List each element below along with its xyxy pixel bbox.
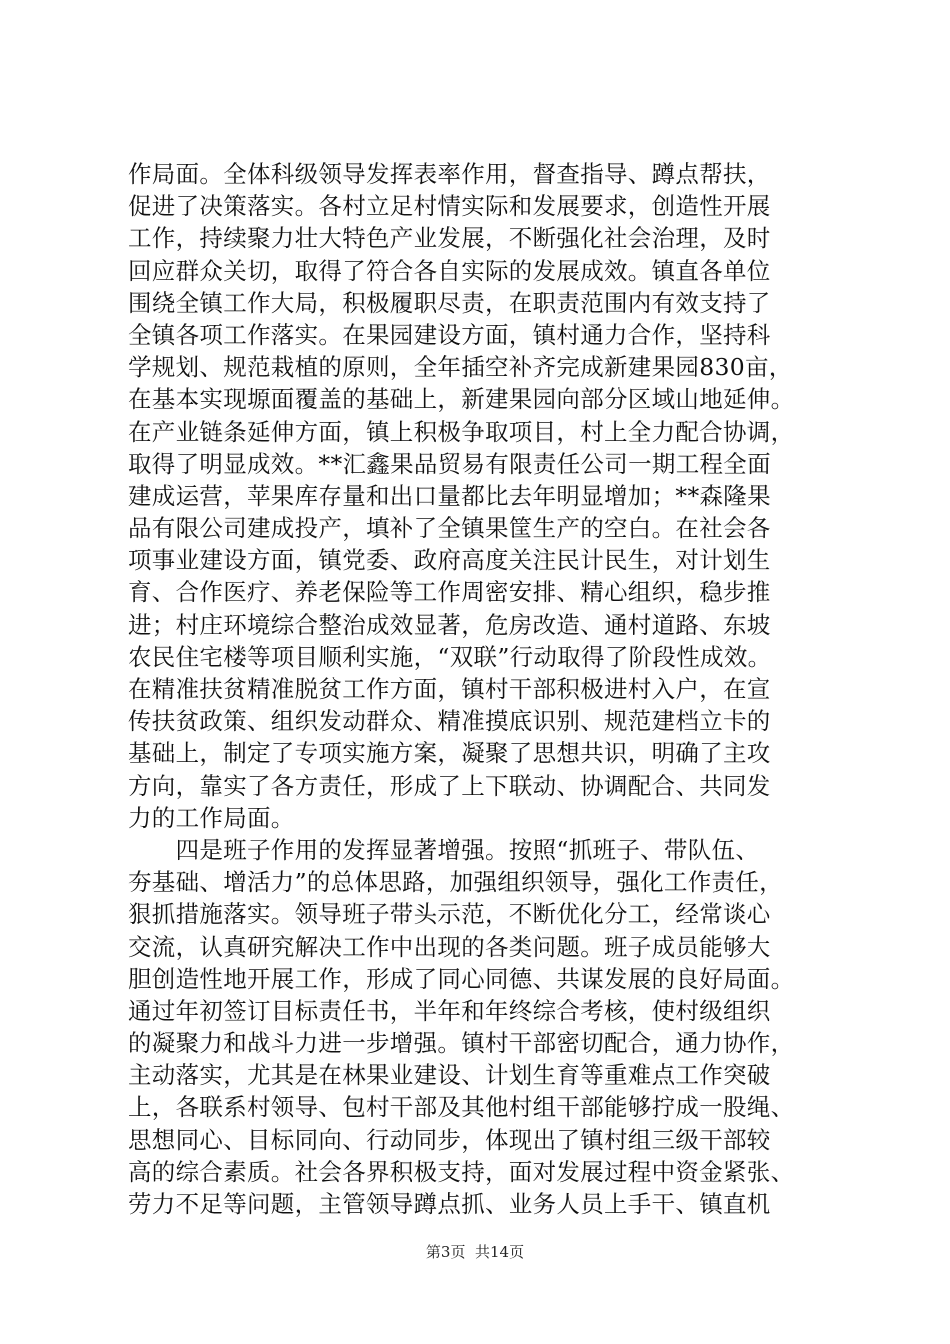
text-line: 围绕全镇工作大局，积极履职尽责，在职责范围内有效支持了: [128, 288, 771, 317]
text-line: 思想同心、目标同向、行动同步，体现出了镇村组三级干部较: [128, 1125, 771, 1154]
text-line: 促进了决策落实。各村立足村情实际和发展要求，创造性开展: [128, 192, 771, 221]
text-line: 的凝聚力和战斗力进一步增强。镇村干部密切配合，通力协作，: [128, 1029, 795, 1058]
text-line: 夯基础、增活力”的总体思路，加强组织领导，强化工作责任，: [128, 868, 783, 897]
text-line: 上，各联系村领导、包村干部及其他村组干部能够拧成一股绳、: [128, 1093, 795, 1122]
text-line: 品有限公司建成投产，填补了全镇果筐生产的空白。在社会各: [128, 514, 771, 543]
text-line: 在基本实现塬面覆盖的基础上，新建果园向部分区域山地延伸。: [128, 385, 795, 414]
text-line: 育、合作医疗、养老保险等工作周密安排、精心组织，稳步推: [128, 578, 771, 607]
text-line: 全镇各项工作落实。在果园建设方面，镇村通力合作，坚持科: [128, 320, 771, 349]
text-line: 劳力不足等问题，主管领导蹲点抓、业务人员上手干、镇直机: [128, 1190, 771, 1218]
text-line: 建成运营，苹果库存量和出口量都比去年明显增加；**森隆果: [128, 481, 771, 510]
text-line: 通过年初签订目标责任书，半年和年终综合考核，使村级组织: [128, 996, 771, 1025]
page-number: 第3页 共14页: [425, 1243, 525, 1261]
text-line: 主动落实，尤其是在林果业建设、计划生育等重难点工作突破: [128, 1061, 771, 1090]
text-line: 回应群众关切，取得了符合各自实际的发展成效。镇直各单位: [128, 256, 771, 285]
text-line: 传扶贫政策、组织发动群众、精准摸底识别、规范建档立卡的: [128, 707, 771, 736]
text-line: 力的工作局面。: [128, 803, 295, 832]
text-line: 基础上，制定了专项实施方案，凝聚了思想共识，明确了主攻: [128, 739, 771, 768]
text-line: 交流，认真研究解决工作中出现的各类问题。班子成员能够大: [128, 932, 771, 961]
text-line: 取得了明显成效。**汇鑫果品贸易有限责任公司一期工程全面: [128, 449, 771, 478]
text-line: 在产业链条延伸方面，镇上积极争取项目，村上全力配合协调，: [128, 417, 795, 446]
text-line: 农民住宅楼等项目顺利实施，“双联”行动取得了阶段性成效。: [128, 642, 772, 671]
text-line: 在精准扶贫精准脱贫工作方面，镇村干部积极进村入户，在宣: [128, 675, 771, 703]
text-line: 狠抓措施落实。领导班子带头示范，不断优化分工，经常谈心: [128, 900, 771, 929]
page-footer: [0, 1242, 950, 1262]
text-line: 进；村庄环境综合整治成效显著，危房改造、通村道路、东坡: [128, 610, 771, 639]
document-body: [128, 158, 828, 1220]
text-line: 高的综合素质。社会各界积极支持，面对发展过程中资金紧张、: [128, 1157, 795, 1186]
text-line: 四是班子作用的发挥显著增强。按照“抓班子、带队伍、: [128, 835, 760, 864]
text-line: 作局面。全体科级领导发挥表率作用，督查指导、蹲点帮扶，: [128, 160, 771, 188]
text-line: 项事业建设方面，镇党委、政府高度关注民计民生，对计划生: [128, 546, 771, 575]
text-line: 方向，靠实了各方责任，形成了上下联动、协调配合、共同发: [128, 771, 771, 800]
text-line: 工作，持续聚力壮大特色产业发展，不断强化社会治理，及时: [128, 224, 771, 253]
text-line: 胆创造性地开展工作，形成了同心同德、共谋发展的良好局面。: [128, 964, 795, 993]
text-line: 学规划、规范栽植的原则，全年插空补齐完成新建果园830亩，: [128, 353, 793, 382]
